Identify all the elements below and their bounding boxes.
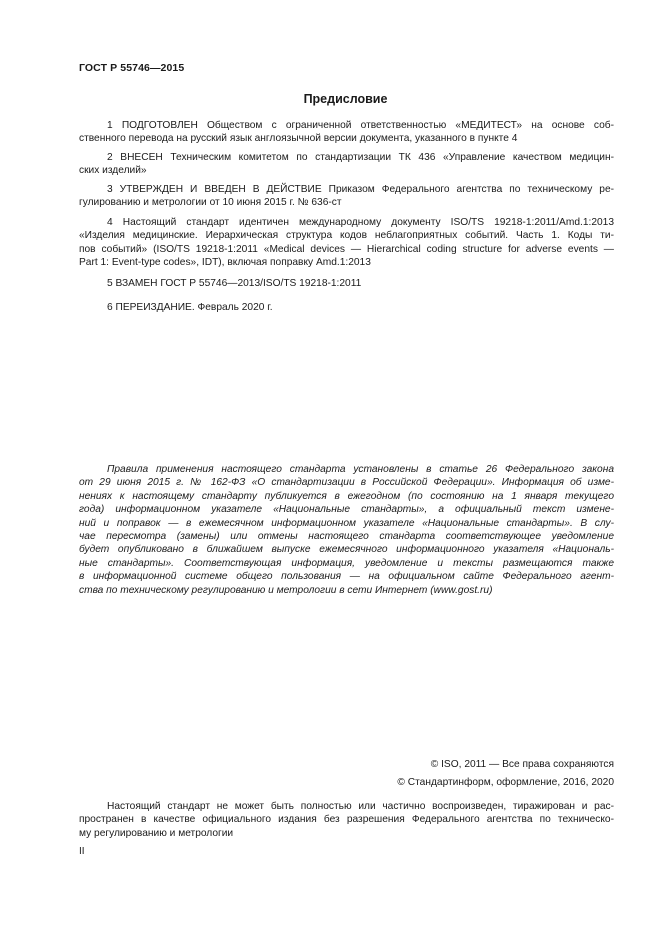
rules-notice [79,463,614,597]
notice-line-5: ний и поправок — в ежемесячном информационном указателе «Национальные стандарты». В слу- [79,517,614,529]
notice-line-7: будет опубликовано в ближайшем выпуске ежемесячного информационного указателя «Националь- [79,544,614,556]
document-code: ГОСТ Р 55746—2015 [79,62,185,74]
reproduction-notice [79,800,614,840]
item-2-line-2: ских изделий» [79,165,147,177]
notice-line-9: в информационной системе общего пользования — на официальном сайте Федерального агент- [79,571,614,583]
notice-line-6: чае пересмотра (замены) или отмены настоящего стандарта соответствующее уведомление [79,531,614,543]
item-1-line-2: ственного перевода на русский язык англоязычной версии документа, указанного в пункте 4 [79,133,518,145]
foreword-item-6 [79,301,614,314]
page-title: Предисловие [303,92,388,106]
item-6-line-1: 6 ПЕРЕИЗДАНИЕ. Февраль 2020 г. [107,302,273,313]
item-4-line-2: «Изделия медицинские. Иерархическая структура кодов неблагоприятных событий. Часть 1. Коды ти- [79,230,614,242]
copyright-block [300,756,614,792]
foreword-item-5 [79,277,614,290]
notice-line-8: ные стандарты». Соответствующая информация, уведомление и тексты размещаются также [79,557,614,569]
item-1-line-1: 1 ПОДГОТОВЛЕН Обществом с ограниченной ответственностью «МЕДИТЕСТ» на основе соб- [107,120,614,131]
item-4-line-1: 4 Настоящий стандарт идентичен международному документу ISO/TS 19218-1:2011/Amd.1:2013 [107,217,614,228]
reproduction-line-3: му регулированию и метрологии [79,827,234,839]
notice-line-2: от 29 июня 2015 г. № 162-ФЗ «О стандартизации в Российской Федерации». Информация об изме- [79,477,614,489]
notice-line-4: года) информационном указателе «Национальные стандарты», а официальный текст измене- [79,504,614,516]
copyright-standartinform: © Стандартинформ, оформление, 2016, 2020 [397,777,614,788]
foreword-item-2 [79,151,614,178]
notice-line-3: нениях к настоящему стандарту публикуется в ежегодном (по состоянию на 1 января текущего [79,490,614,502]
notice-line-1: Правила применения настоящего стандарта установлены в статье 26 Федерального закона [107,464,614,475]
copyright-iso: © ISO, 2011 — Все права сохраняются [430,759,614,770]
item-3-line-2: гулированию и метрологии от 10 июня 2015 г. № 636-ст [79,197,342,209]
notice-line-10: ства по техническому регулированию и метрологии в сети Интернет (www.gost.ru) [79,584,493,596]
item-3-line-1: 3 УТВЕРЖДЕН И ВВЕДЕН В ДЕЙСТВИЕ Приказом Федерального агентства по техническому ре- [107,184,614,195]
foreword-item-1 [79,119,614,146]
reproduction-line-2: пространен в качестве официального издания без разрешения Федерального агентства по техническо- [79,814,614,826]
reproduction-line-1: Настоящий стандарт не может быть полностью или частично воспроизведен, тиражирован и рас- [107,801,614,812]
item-4-line-4: Part 1: Event-type codes», IDT), включая поправку Amd.1:2013 [79,257,371,269]
item-2-line-1: 2 ВНЕСЕН Техническим комитетом по стандартизации ТК 436 «Управление качеством медицин- [107,152,614,163]
item-4-line-3: пов событий» (ISO/TS 19218-1:2011 «Medical devices — Hierarchical coding structure for adverse events — [79,243,614,255]
page-number: II [79,846,85,857]
foreword-item-3 [79,183,614,210]
foreword-item-4 [79,216,614,270]
item-5-line-1: 5 ВЗАМЕН ГОСТ Р 55746—2013/ISO/TS 19218-1:2011 [107,278,362,289]
